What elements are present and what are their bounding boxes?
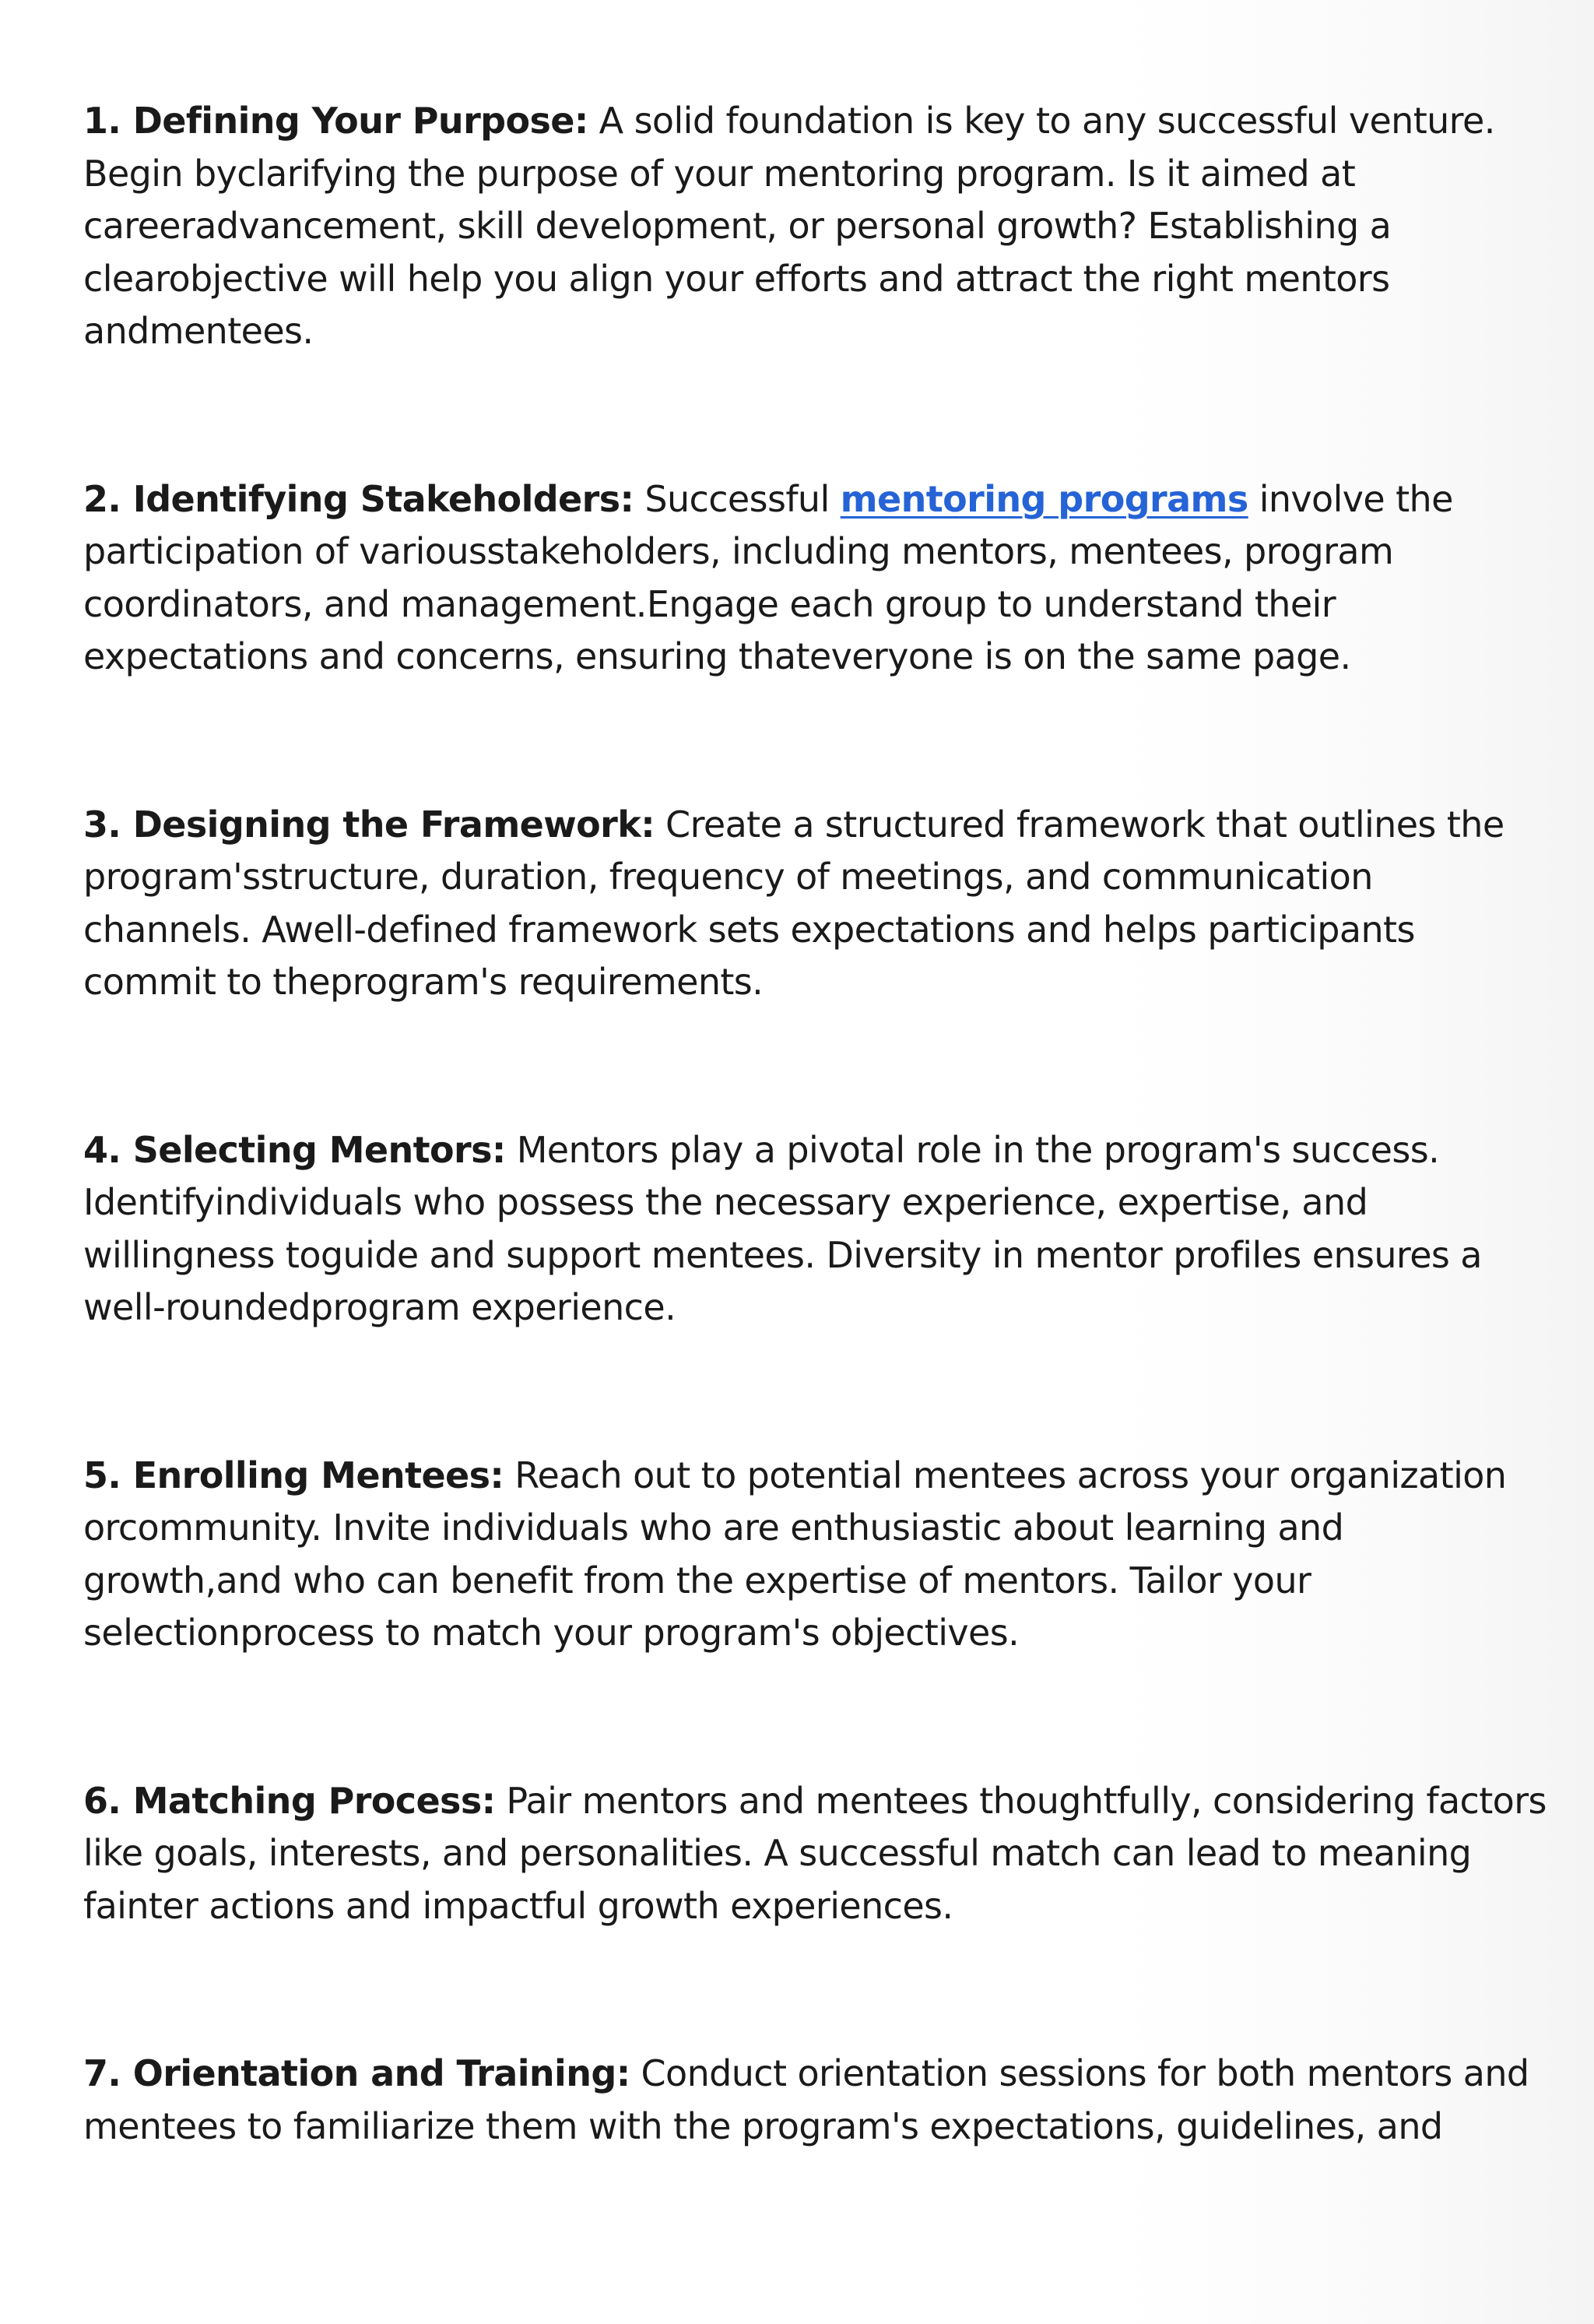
section-selecting-mentors (83, 1124, 1547, 1334)
section-defining-purpose (83, 95, 1547, 358)
section-text: Create a structured framework that outlines the program'sstructure, duration, frequency of meetings, and communication channels. Awell-defined framework sets expectations and helps participants commit to theprogram's requirements. (83, 803, 1504, 1003)
section-heading: 4. Selecting Mentors: (83, 1128, 506, 1171)
section-heading: 1. Defining Your Purpose: (83, 100, 588, 142)
section-matching-process (83, 1775, 1547, 1933)
section-heading: 3. Designing the Framework: (83, 803, 655, 846)
section-text: Reach out to potential mentees across your organization orcommunity. Invite individuals who are enthusiastic about learning and growth,and who can benefit from the expertise of mentors. Tailor your selectionprocess to match your program's objectives. (83, 1454, 1507, 1654)
section-enrolling-mentees (83, 1450, 1547, 1660)
section-identifying-stakeholders (83, 473, 1547, 684)
mentoring-programs-link[interactable]: mentoring programs (840, 477, 1248, 520)
section-text: A solid foundation is key to any successful venture. Begin byclarifying the purpose of your mentoring program. Is it aimed at careeradvancement, skill development, or personal growth? Establishing a clearobjective will help you align your efforts and attract the right mentors andmentees. (83, 100, 1495, 352)
document-body (83, 95, 1547, 2268)
section-heading: 7. Orientation and Training: (83, 2052, 630, 2094)
section-text: Pair mentors and mentees thoughtfully, considering factors like goals, interests, and personalities. A successful match can lead to meaning fainter actions and impactful growth experiences. (83, 1779, 1547, 1927)
section-text: Conduct orientation sessions for both mentors and mentees to familiarize them with the program's expectations, guidelines, and (83, 2052, 1529, 2147)
section-text: involve the participation of variousstakeholders, including mentors, mentees, program coordinators, and management.Engage each group to understand their expectations and concerns, ensuring thateveryone is on the same page. (83, 477, 1453, 677)
section-heading: 5. Enrolling Mentees: (83, 1454, 504, 1496)
section-heading: 6. Matching Process: (83, 1779, 496, 1822)
section-orientation-training (83, 2048, 1547, 2153)
section-heading: 2. Identifying Stakeholders: (83, 477, 634, 520)
section-text: Mentors play a pivotal role in the program's success. Identifyindividuals who possess the necessary experience, expertise, and willingness toguide and support mentees. Diversity in mentor profiles ensures a well-roundedprogram experience. (83, 1128, 1482, 1328)
section-designing-framework (83, 799, 1547, 1009)
section-text: Successful (634, 477, 841, 520)
